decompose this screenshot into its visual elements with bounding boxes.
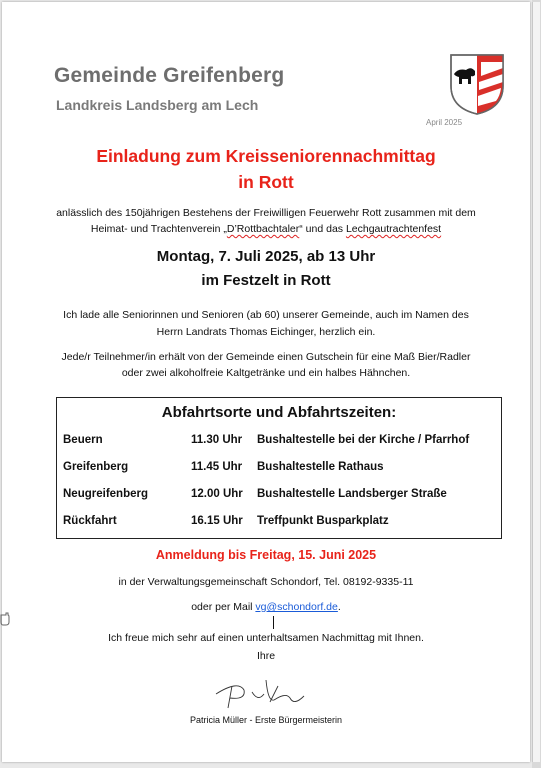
district-subtitle: Landkreis Landsberg am Lech — [56, 97, 259, 113]
departure-place: Rückfahrt — [63, 515, 117, 527]
club-name: D’Rottbachtaler — [226, 223, 300, 235]
signature-icon — [208, 672, 318, 712]
departure-stop: Bushaltestelle Rathaus — [257, 461, 384, 473]
departure-place: Greifenberg — [63, 461, 129, 473]
scrollbar-track[interactable] — [532, 0, 541, 768]
text-cursor — [273, 616, 274, 629]
coat-of-arms-icon — [448, 52, 506, 116]
departure-time: 11.30 Uhr — [191, 434, 243, 446]
departure-stop: Treffpunkt Busparkplatz — [257, 515, 389, 527]
departure-place: Neugreifenberg — [63, 488, 148, 500]
email-link[interactable]: vg@schondorf.de — [255, 601, 338, 613]
mail-post: . — [337, 601, 341, 613]
closing-line2: Ihre — [256, 650, 276, 662]
event-date: Montag, 7. Juli 2025, ab 13 Uhr — [156, 248, 376, 265]
intro-line1: anlässlich des 150jährigen Bestehens der Freiwilligen Feuerwehr Rott zusammen mit dem — [56, 207, 476, 219]
scrollbar-thumb[interactable] — [532, 2, 540, 762]
document-date: April 2025 — [426, 118, 463, 127]
mouse-cursor-icon — [0, 612, 10, 626]
intro-line2 — [2, 221, 530, 237]
document-page — [2, 2, 530, 762]
departure-stop: Bushaltestelle Landsberger Straße — [257, 488, 447, 500]
festival-name: Lechgautrachtenfest — [345, 223, 442, 235]
departures-title: Abfahrtsorte und Abfahrtszeiten: — [161, 404, 397, 421]
departure-stop: Bushaltestelle bei der Kirche / Pfarrhof — [257, 434, 470, 446]
invitation-title-line1: Einladung zum Kreisseniorennachmittag — [96, 146, 436, 166]
registration-mail-line — [2, 599, 530, 615]
signer-name: Patricia Müller - Erste Bürgermeisterin — [189, 715, 343, 725]
body1-line1: Ich lade alle Seniorinnen und Senioren (ab 60) unserer Gemeinde, auch im Namen des — [63, 309, 469, 321]
event-place: im Festzelt in Rott — [201, 272, 331, 289]
body2-line2: oder zwei alkoholfreie Kaltgetränke und ein halbes Hähnchen. — [121, 367, 411, 379]
registration-deadline: Anmeldung bis Freitag, 15. Juni 2025 — [155, 548, 377, 562]
intro-line2-pre: Heimat- und Trachtenverein „ — [90, 223, 227, 235]
departure-time: 12.00 Uhr — [191, 488, 243, 500]
intro-line2-mid: “ und das — [299, 223, 346, 235]
invitation-title-line2: in Rott — [238, 172, 294, 192]
departures-box — [56, 397, 502, 539]
departure-place: Beuern — [63, 434, 103, 446]
body1-line2: Herrn Landrats Thomas Eichinger, herzlich ein. — [156, 326, 376, 338]
departure-time: 16.15 Uhr — [191, 515, 243, 527]
registration-office: in der Verwaltungsgemeinschaft Schondorf, Tel. 08192-9335-11 — [118, 576, 414, 588]
departure-time: 11.45 Uhr — [191, 461, 243, 473]
municipality-title: Gemeinde Greifenberg — [54, 64, 285, 87]
body2-line1: Jede/r Teilnehmer/in erhält von der Gemeinde einen Gutschein für eine Maß Bier/Radler — [61, 351, 471, 363]
closing-line1: Ich freue mich sehr auf einen unterhaltsamen Nachmittag mit Ihnen. — [108, 632, 424, 644]
mail-pre: oder per Mail — [191, 601, 256, 613]
